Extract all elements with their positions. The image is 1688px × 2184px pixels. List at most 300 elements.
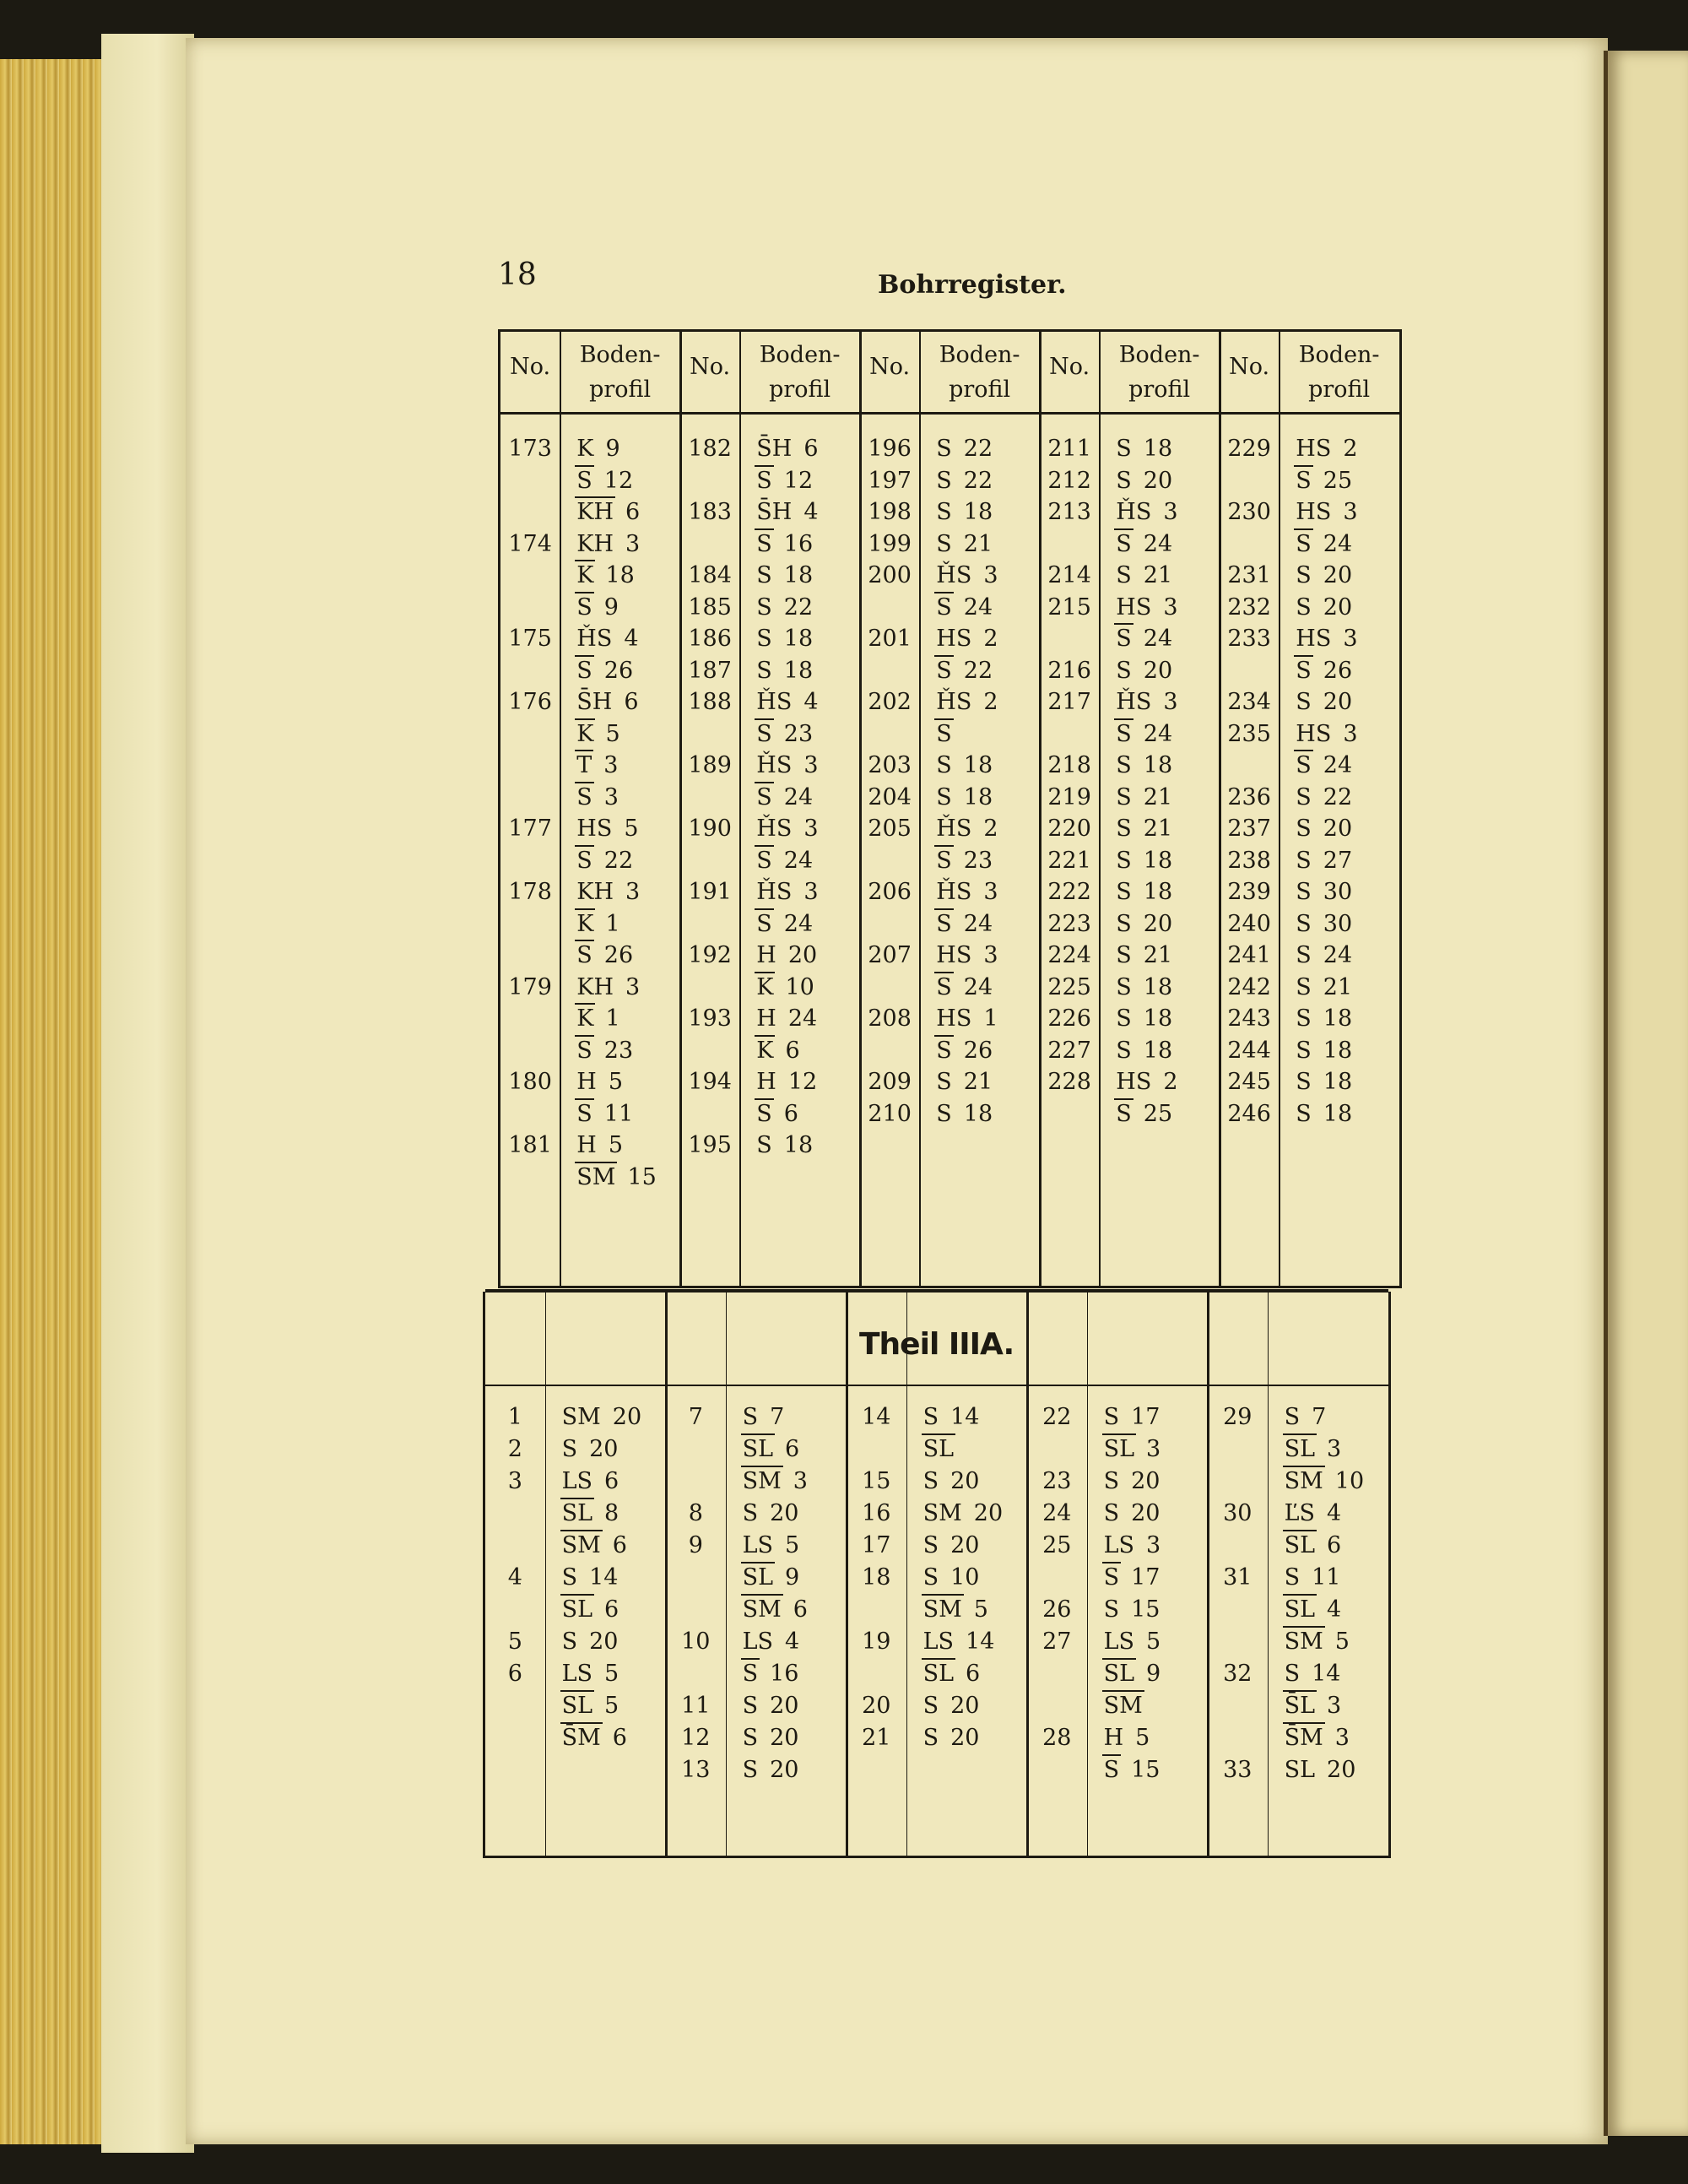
soil-symbol: S [1296, 910, 1312, 937]
soil-symbol: SL [561, 1500, 593, 1526]
entry-number: 231 [1227, 562, 1271, 588]
entry-number: 11 [681, 1693, 711, 1719]
soil-symbol: H [756, 942, 776, 968]
layer-depth: 18 [1323, 1069, 1353, 1095]
layer-depth: 6 [625, 499, 641, 525]
soil-symbol: S [1284, 1564, 1301, 1591]
profile-entry [743, 1662, 799, 1685]
profile-entry [923, 1438, 966, 1461]
profile-entry [576, 1070, 623, 1093]
soil-symbol: HS [1116, 1069, 1152, 1095]
profile-entry [576, 1134, 623, 1157]
page-fold-strip [101, 34, 194, 2153]
profile-entry [936, 944, 998, 967]
layer-depth: 5 [604, 1693, 619, 1719]
profile-entry [923, 1694, 980, 1717]
layer-depth: 21 [1323, 973, 1353, 1000]
layer-depth: 21 [1143, 783, 1173, 810]
profile-entry [936, 754, 993, 777]
soil-symbol: S [922, 1564, 939, 1591]
layer-depth: 7 [1312, 1404, 1327, 1430]
soil-symbol: SL [1103, 1436, 1135, 1462]
profile-entry [1296, 817, 1352, 840]
soil-symbol: ȞS [756, 689, 793, 715]
layer-depth: 6 [803, 436, 819, 462]
soil-symbol: S [1296, 1037, 1312, 1064]
layer-depth: 18 [963, 783, 993, 810]
layer-depth: 3 [625, 973, 641, 1000]
layer-depth: 21 [1143, 816, 1173, 842]
soil-symbol: S [1284, 1661, 1301, 1687]
profile-entry [923, 1470, 980, 1493]
entry-number: 14 [862, 1404, 891, 1430]
entry-number: 222 [1047, 879, 1091, 905]
layer-depth: 15 [1131, 1757, 1160, 1783]
layer-depth: 12 [783, 467, 814, 494]
soil-symbol: KH [576, 973, 614, 1000]
soil-symbol: S [742, 1725, 759, 1751]
layer-depth: 2 [1163, 1069, 1178, 1095]
entry-number: 198 [868, 499, 912, 525]
layer-depth: 20 [950, 1693, 980, 1719]
layer-depth: 30 [1323, 910, 1353, 937]
layer-depth: 20 [1143, 910, 1173, 937]
soil-symbol: SL [922, 1661, 955, 1687]
layer-depth: 4 [803, 689, 819, 715]
header-no: No. [1049, 354, 1090, 380]
layer-depth: 18 [1143, 847, 1173, 874]
soil-symbol: S [1116, 847, 1132, 874]
entry-number: 213 [1047, 499, 1091, 525]
layer-depth: 26 [963, 1037, 993, 1064]
layer-depth: 3 [1163, 689, 1178, 715]
profile-entry [756, 849, 813, 872]
entry-number: 192 [688, 942, 732, 968]
profile-entry [936, 627, 998, 650]
soil-symbol: SM [1284, 1629, 1323, 1655]
entry-number: 203 [868, 752, 912, 778]
entry-number: 204 [868, 783, 912, 810]
profile-entry [756, 944, 817, 967]
soil-symbol: HS [1116, 593, 1152, 621]
layer-depth: 20 [1327, 1757, 1356, 1783]
soil-symbol: S [1116, 720, 1132, 747]
soil-symbol: S [922, 1725, 939, 1751]
layer-depth: 20 [770, 1757, 799, 1783]
profile-entry [936, 501, 993, 523]
profile-entry [562, 1502, 619, 1525]
soil-symbol: S [936, 720, 952, 747]
profile-entry [756, 659, 813, 682]
entry-number: 8 [688, 1500, 703, 1526]
layer-depth: 20 [770, 1500, 799, 1526]
profile-entry [576, 1163, 657, 1190]
entry-number: 18 [862, 1564, 891, 1591]
soil-symbol: S [1296, 1100, 1312, 1127]
entry-number: 215 [1047, 593, 1091, 621]
layer-depth: 18 [1143, 1005, 1173, 1032]
entry-number: 235 [1227, 720, 1271, 747]
profile-entry [1116, 783, 1173, 810]
soil-symbol: SM [561, 1532, 601, 1558]
layer-depth: 24 [1323, 530, 1353, 557]
profile-entry [1296, 564, 1352, 587]
soil-symbol: S [756, 467, 772, 494]
entry-number: 22 [1042, 1404, 1072, 1430]
soil-symbol: S [1116, 436, 1132, 462]
layer-depth: 24 [1323, 942, 1353, 968]
soil-symbol: SM [1284, 1468, 1323, 1494]
profile-entry [743, 1406, 785, 1428]
layer-depth: 5 [1334, 1629, 1350, 1655]
layer-depth: 24 [963, 910, 993, 937]
entry-number: 16 [862, 1500, 891, 1526]
layer-depth: 4 [1327, 1596, 1342, 1623]
soil-symbol: S̄M [561, 1725, 601, 1751]
entry-number: 246 [1227, 1100, 1271, 1127]
soil-symbol: LS [1103, 1532, 1135, 1558]
soil-symbol: S [576, 657, 592, 684]
header-rule [500, 412, 1399, 415]
section-band-top [485, 1289, 1388, 1293]
entry-number: 217 [1047, 689, 1091, 715]
profile-entry [1285, 1502, 1342, 1525]
layer-depth: 3 [625, 530, 641, 557]
profile-entry [1285, 1726, 1350, 1749]
profile-entry [756, 1039, 799, 1062]
entry-number: 178 [508, 879, 552, 905]
entry-number: 183 [688, 499, 732, 525]
subcolumn-rule [1087, 1292, 1089, 1856]
soil-symbol: K [756, 1037, 774, 1064]
soil-symbol: S [576, 783, 592, 810]
profile-entry [936, 720, 964, 747]
header-profile: Boden- profil [759, 342, 841, 403]
entry-number: 221 [1047, 847, 1091, 874]
soil-symbol: S [1296, 783, 1312, 810]
layer-depth: 20 [770, 1693, 799, 1719]
soil-symbol: S [742, 1500, 759, 1526]
layer-depth: 5 [604, 1661, 619, 1687]
entry-number: 233 [1227, 626, 1271, 652]
column-rule [1219, 332, 1221, 1286]
entry-number: 196 [868, 436, 912, 462]
soil-symbol: S [1103, 1564, 1120, 1591]
entry-number: 230 [1227, 499, 1271, 525]
profile-entry [756, 564, 813, 587]
layer-depth: 6 [785, 1436, 800, 1462]
profile-entry [576, 691, 638, 713]
profile-entry [743, 1502, 799, 1525]
entry-number: 12 [681, 1725, 711, 1751]
entry-number: 4 [507, 1564, 522, 1591]
layer-depth: 18 [963, 499, 993, 525]
layer-depth: 12 [787, 1069, 818, 1095]
profile-entry [756, 1100, 798, 1127]
profile-entry [923, 1534, 980, 1557]
layer-depth: 18 [1143, 973, 1173, 1000]
layer-depth: 6 [612, 1725, 627, 1751]
layer-depth: 3 [1163, 499, 1178, 525]
entry-number: 219 [1047, 783, 1091, 810]
soil-symbol: S [756, 910, 772, 937]
layer-depth: 18 [1323, 1037, 1353, 1064]
facing-page-edge [1608, 51, 1688, 2136]
layer-depth: 18 [783, 1132, 814, 1158]
layer-depth: 3 [1146, 1436, 1161, 1462]
entry-number: 189 [688, 752, 732, 778]
header-profile: Boden- profil [579, 342, 661, 403]
soil-symbol: S̄L [1284, 1693, 1316, 1719]
profile-entry [756, 881, 818, 903]
soil-symbol: S [936, 1069, 952, 1095]
profile-entry [1104, 1662, 1161, 1685]
entry-number: 6 [507, 1661, 522, 1687]
profile-entry [1296, 530, 1353, 557]
entry-number: 232 [1227, 593, 1271, 621]
soil-symbol: S [1103, 1468, 1120, 1494]
profile-entry [576, 659, 633, 682]
soil-symbol: S [1116, 783, 1132, 810]
entry-number: 207 [868, 942, 912, 968]
soil-symbol: SM [742, 1468, 782, 1494]
profile-entry [1104, 1438, 1161, 1461]
profile-entry [1116, 720, 1173, 747]
soil-symbol: K [576, 720, 594, 747]
soil-symbol: S [936, 657, 952, 684]
layer-depth: 5 [973, 1596, 988, 1623]
header-no: No. [1229, 354, 1270, 380]
profile-entry [1104, 1598, 1160, 1621]
soil-symbol: K [576, 1005, 594, 1032]
profile-entry [743, 1470, 808, 1493]
layer-depth: 18 [1323, 1005, 1353, 1032]
entry-number: 9 [688, 1532, 703, 1558]
profile-entry [576, 437, 619, 460]
subcolumn-rule [726, 1292, 728, 1856]
layer-depth: 2 [983, 626, 998, 652]
entry-number: 26 [1042, 1596, 1072, 1623]
layer-depth: 10 [1334, 1468, 1365, 1494]
soil-symbol: LS [561, 1661, 593, 1687]
layer-depth: 24 [783, 783, 814, 810]
soil-symbol: H [756, 1005, 776, 1032]
profile-entry [576, 501, 640, 523]
profile-entry [756, 720, 814, 747]
soil-symbol: S [936, 783, 952, 810]
soil-symbol: S [936, 530, 952, 557]
layer-depth: 6 [604, 1468, 619, 1494]
profile-entry [923, 1502, 1004, 1525]
layer-depth: 5 [608, 1069, 624, 1095]
layer-depth: 18 [783, 562, 814, 588]
profile-entry [743, 1759, 799, 1781]
profile-entry [923, 1662, 981, 1685]
layer-depth: 11 [1312, 1564, 1341, 1591]
profile-entry [756, 437, 818, 460]
profile-entry [756, 469, 813, 492]
layer-depth: 24 [1323, 752, 1353, 778]
entry-number: 211 [1047, 436, 1091, 462]
soil-symbol: ȞS [756, 879, 793, 905]
entry-number: 199 [868, 530, 912, 557]
entry-number: 5 [507, 1629, 522, 1655]
profile-entry [562, 1630, 619, 1653]
entry-number: 19 [862, 1629, 891, 1655]
entry-number: 179 [508, 973, 552, 1000]
header-no: No. [510, 354, 551, 380]
layer-depth: 9 [1146, 1661, 1161, 1687]
profile-entry [756, 1070, 817, 1093]
profile-entry [756, 1007, 817, 1030]
profile-entry [1296, 910, 1353, 937]
profile-entry [756, 817, 818, 840]
layer-depth: 3 [1146, 1532, 1161, 1558]
entry-number: 218 [1047, 752, 1091, 778]
profile-entry [1296, 1070, 1352, 1093]
profile-entry [756, 973, 814, 1000]
profile-entry [756, 593, 814, 621]
soil-symbol: S [1296, 1069, 1312, 1095]
section-title: Theil IIIA. [859, 1327, 1014, 1362]
soil-symbol: HS [576, 816, 613, 842]
profile-entry [936, 691, 998, 713]
profile-entry [923, 1406, 980, 1428]
profile-entry [1104, 1502, 1160, 1525]
soil-symbol: S [936, 1037, 952, 1064]
layer-depth: 3 [983, 879, 998, 905]
profile-entry [1285, 1662, 1341, 1685]
layer-depth: 12 [603, 467, 634, 494]
layer-depth: 3 [803, 879, 819, 905]
profile-entry [936, 783, 993, 810]
layer-depth: 24 [963, 593, 993, 621]
soil-symbol: SM [576, 1163, 616, 1190]
soil-symbol: S [756, 720, 772, 747]
layer-depth: 4 [803, 499, 819, 525]
soil-symbol: S [1103, 1404, 1120, 1430]
entry-number: 220 [1047, 816, 1091, 842]
soil-symbol: ȞS [936, 879, 972, 905]
profile-entry [1296, 593, 1353, 621]
profile-entry [562, 1406, 642, 1428]
soil-symbol: S [936, 910, 952, 937]
layer-depth: 20 [1131, 1468, 1160, 1494]
entry-number: 27 [1042, 1629, 1072, 1655]
soil-symbol: S [922, 1532, 939, 1558]
profile-entry [1285, 1759, 1356, 1781]
soil-symbol: SM [561, 1404, 601, 1430]
layer-depth: 9 [603, 593, 619, 621]
layer-depth: 18 [963, 752, 993, 778]
profile-entry [562, 1438, 619, 1461]
soil-symbol: S [1116, 562, 1132, 588]
profile-entry [1104, 1694, 1155, 1717]
layer-depth: 3 [603, 783, 619, 810]
soil-symbol: S [561, 1629, 578, 1655]
profile-entry [1116, 849, 1172, 872]
layer-depth: 6 [612, 1532, 627, 1558]
soil-symbol: LS [1103, 1629, 1135, 1655]
soil-symbol: S [742, 1661, 759, 1687]
layer-depth: 22 [783, 593, 814, 621]
soil-symbol: HS [936, 626, 972, 652]
profile-entry [562, 1470, 619, 1493]
soil-symbol: S [922, 1404, 939, 1430]
entry-number: 241 [1227, 942, 1271, 968]
entry-number: 177 [508, 816, 552, 842]
profile-entry [936, 817, 998, 840]
profile-entry [936, 1100, 993, 1127]
entry-number: 206 [868, 879, 912, 905]
soil-symbol: S [936, 847, 952, 874]
entry-number: 225 [1047, 973, 1091, 1000]
profile-entry [576, 754, 618, 777]
profile-entry [936, 530, 993, 557]
profile-entry [1296, 754, 1352, 777]
layer-depth: 10 [785, 973, 814, 1000]
profile-entry [936, 973, 993, 1000]
layer-depth: 18 [963, 1100, 993, 1127]
profile-entry [743, 1534, 800, 1557]
profile-entry [936, 469, 993, 492]
entry-number: 20 [862, 1693, 891, 1719]
profile-entry [743, 1694, 799, 1717]
entry-number: 242 [1227, 973, 1271, 1000]
soil-symbol: S [1116, 816, 1132, 842]
layer-depth: 3 [803, 816, 819, 842]
entry-number: 2 [507, 1436, 522, 1462]
bottom-register-table [483, 1292, 1391, 1858]
profile-entry [1116, 881, 1172, 903]
profile-entry [576, 627, 638, 650]
layer-depth: 16 [783, 530, 814, 557]
soil-symbol: LS [742, 1532, 774, 1558]
profile-entry [1116, 1007, 1172, 1030]
layer-depth: 5 [624, 816, 639, 842]
profile-entry [562, 1566, 619, 1589]
soil-symbol: SL [922, 1436, 955, 1462]
profile-entry [1104, 1470, 1160, 1493]
layer-depth: 6 [604, 1596, 619, 1623]
layer-depth: 20 [950, 1468, 980, 1494]
profile-entry [1116, 530, 1173, 557]
soil-symbol: S [576, 467, 592, 494]
entry-number: 239 [1227, 879, 1271, 905]
layer-depth: 20 [787, 942, 818, 968]
profile-entry [1116, 501, 1177, 523]
profile-entry [936, 1070, 993, 1093]
soil-symbol: HS [1296, 626, 1332, 652]
layer-depth: 22 [603, 847, 634, 874]
profile-entry [576, 973, 641, 1000]
entry-number: 202 [868, 689, 912, 715]
soil-symbol: S [1116, 942, 1132, 968]
soil-symbol: S [576, 942, 592, 968]
entry-number: 29 [1223, 1404, 1252, 1430]
layer-depth: 21 [1143, 562, 1173, 588]
soil-symbol: K [756, 973, 774, 1000]
layer-depth: 16 [770, 1661, 799, 1687]
layer-depth: 18 [783, 657, 814, 684]
soil-symbol: SL [1284, 1436, 1316, 1462]
layer-depth: 24 [783, 847, 814, 874]
layer-depth: 3 [983, 942, 998, 968]
layer-depth: 21 [963, 530, 993, 557]
layer-depth: 1 [605, 910, 620, 937]
entry-number: 30 [1223, 1500, 1252, 1526]
soil-symbol: KH [576, 499, 614, 525]
